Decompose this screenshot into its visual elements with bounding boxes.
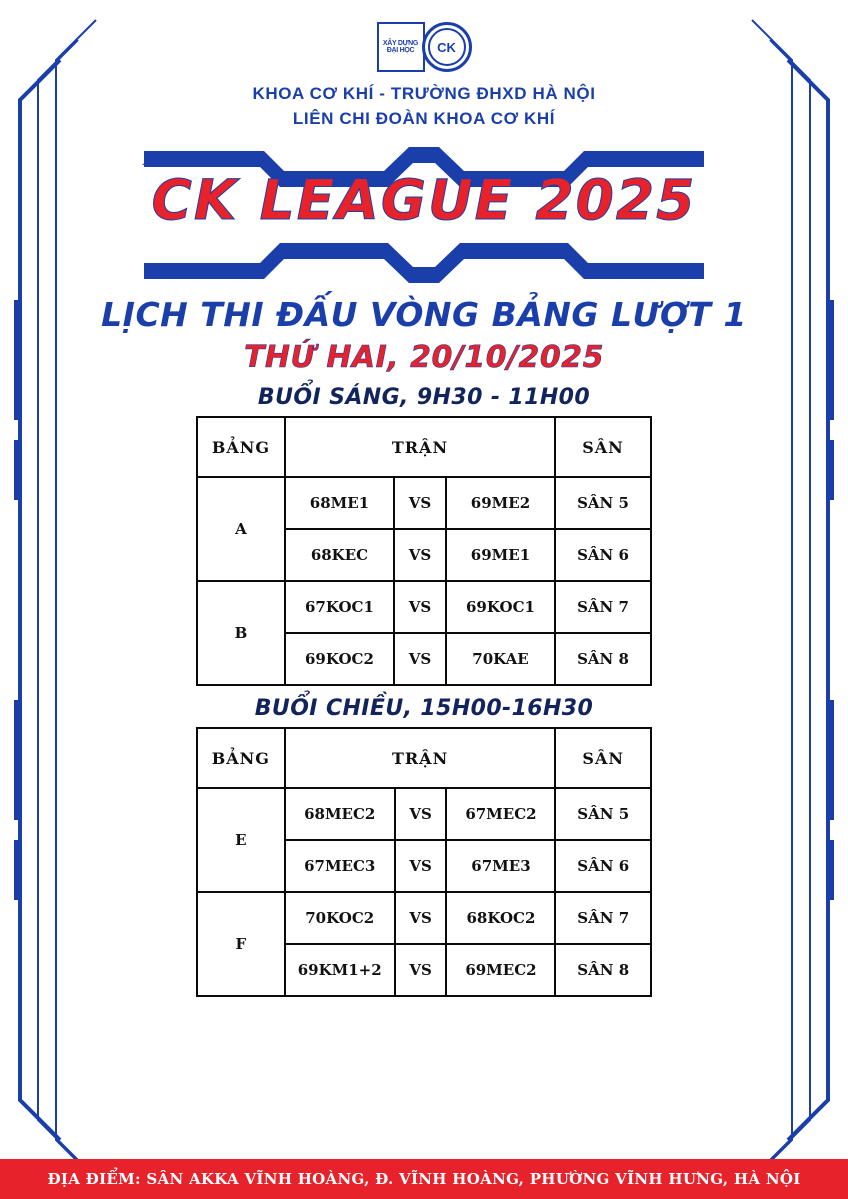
header-match: TRẬN xyxy=(285,728,556,788)
header-field: SÂN xyxy=(555,728,651,788)
vs-label: VS xyxy=(394,477,446,529)
header-group: BẢNG xyxy=(197,728,285,788)
header-field: SÂN xyxy=(555,417,651,477)
table-row xyxy=(197,892,651,944)
group-label: B xyxy=(197,581,285,685)
away-team: 70KAE xyxy=(446,633,555,685)
away-team: 67MEC2 xyxy=(446,788,555,840)
table-header-row xyxy=(197,728,651,788)
home-team: 67MEC3 xyxy=(285,840,395,892)
field-label: SÂN 8 xyxy=(555,944,651,996)
poster-date: THỨ HAI, 20/10/2025 xyxy=(243,340,605,375)
vs-label: VS xyxy=(395,840,447,892)
vs-label: VS xyxy=(395,944,447,996)
table-row xyxy=(197,581,651,633)
table-row xyxy=(197,788,651,840)
field-label: SÂN 6 xyxy=(555,529,651,581)
org-line-2: LIÊN CHI ĐOÀN KHOA CƠ KHÍ xyxy=(292,109,556,128)
header-group: BẢNG xyxy=(197,417,285,477)
home-team: 68KEC xyxy=(285,529,394,581)
org-line-1: KHOA CƠ KHÍ - TRƯỜNG ĐHXD HÀ NỘI xyxy=(252,84,596,103)
home-team: 70KOC2 xyxy=(285,892,395,944)
home-team: 69KOC2 xyxy=(285,633,394,685)
vs-label: VS xyxy=(395,788,447,840)
vs-label: VS xyxy=(395,892,447,944)
vs-label: VS xyxy=(394,529,446,581)
away-team: 69ME1 xyxy=(446,529,555,581)
field-label: SÂN 8 xyxy=(555,633,651,685)
university-logo-icon xyxy=(377,22,425,72)
away-team: 69MEC2 xyxy=(446,944,555,996)
vs-label: VS xyxy=(394,581,446,633)
vs-label: VS xyxy=(394,633,446,685)
field-label: SÂN 7 xyxy=(555,581,651,633)
home-team: 69KM1+2 xyxy=(285,944,395,996)
table-header-row xyxy=(197,417,651,477)
session-title-morning: BUỔI SÁNG, 9H30 - 11H00 xyxy=(257,385,591,410)
schedule-table-morning xyxy=(196,416,652,686)
header-match: TRẬN xyxy=(285,417,555,477)
table-row xyxy=(197,477,651,529)
field-label: SÂN 5 xyxy=(555,788,651,840)
group-label: E xyxy=(197,788,285,892)
away-team: 68KOC2 xyxy=(446,892,555,944)
banner xyxy=(124,143,724,283)
faculty-logo-label: CK xyxy=(428,28,466,66)
home-team: 68MEC2 xyxy=(285,788,395,840)
field-label: SÂN 7 xyxy=(555,892,651,944)
away-team: 69ME2 xyxy=(446,477,555,529)
venue-text: ĐỊA ĐIỂM: SÂN AKKA VĨNH HOÀNG, Đ. VĨNH HOÀNG, PHƯỜNG VĨNH HƯNG, HÀ NỘI xyxy=(47,1170,801,1188)
group-label: F xyxy=(197,892,285,996)
session-title-afternoon: BUỔI CHIỀU, 15H00-16H30 xyxy=(254,696,594,721)
faculty-logo-icon xyxy=(422,22,472,72)
university-logo-label: XÂY DỰNG ĐẠI HỌC xyxy=(382,39,419,54)
field-label: SÂN 6 xyxy=(555,840,651,892)
logo-row xyxy=(377,22,472,72)
group-label: A xyxy=(197,477,285,581)
poster-subtitle: LỊCH THI ĐẤU VÒNG BẢNG LƯỢT 1 xyxy=(101,295,747,334)
event-title: CK LEAGUE 2025 xyxy=(151,168,697,232)
schedule-table-afternoon xyxy=(196,727,652,997)
home-team: 68ME1 xyxy=(285,477,394,529)
field-label: SÂN 5 xyxy=(555,477,651,529)
home-team: 67KOC1 xyxy=(285,581,394,633)
away-team: 67ME3 xyxy=(446,840,555,892)
away-team: 69KOC1 xyxy=(446,581,555,633)
